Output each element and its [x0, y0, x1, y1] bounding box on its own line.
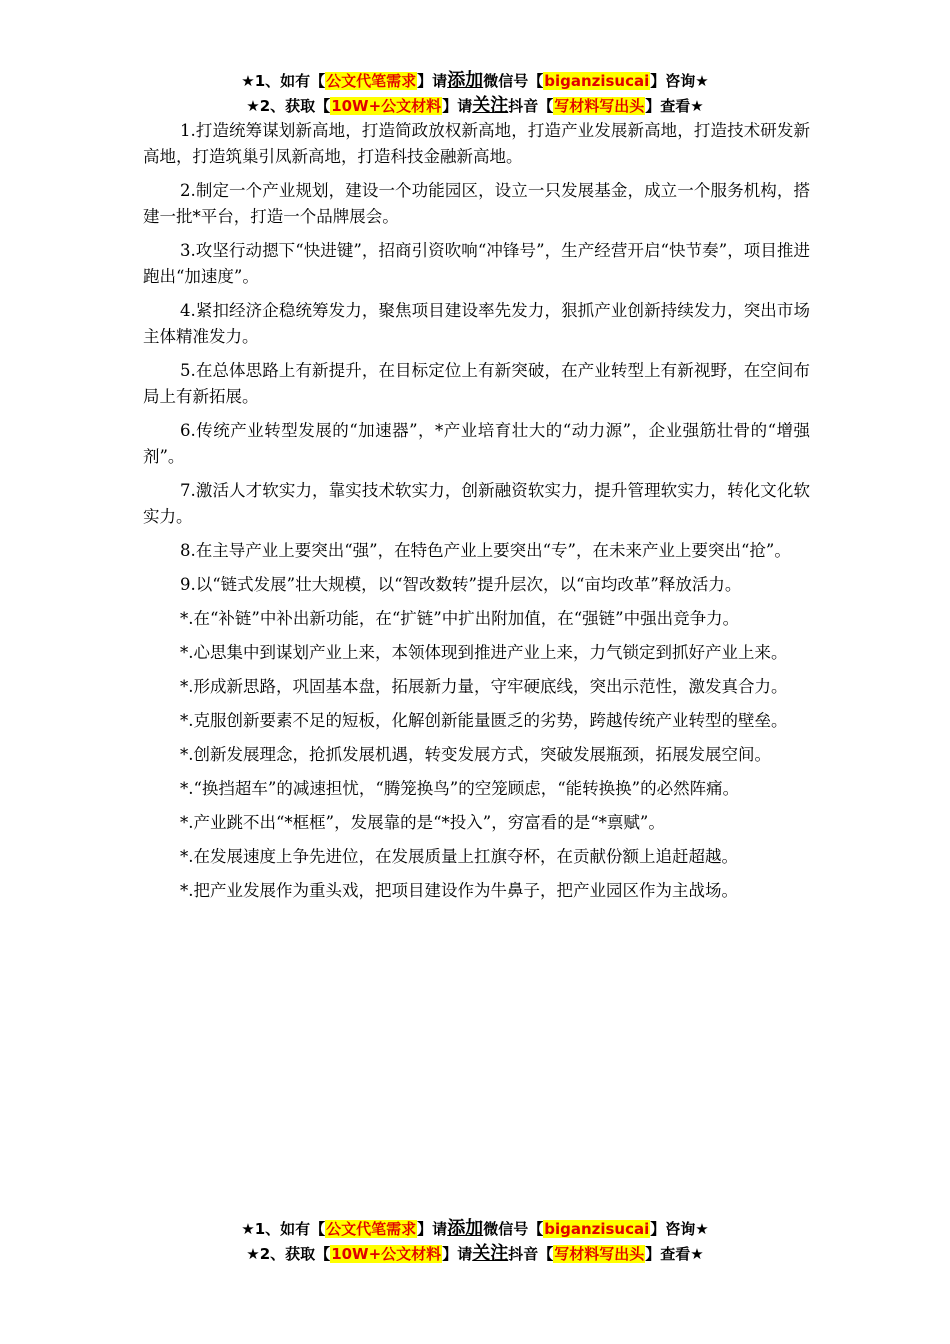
paragraph: *.在“补链”中补出新功能，在“扩链”中扩出附加值，在“强链”中强出竞争力。 — [180, 609, 740, 628]
paragraph: *.在发展速度上争先进位，在发展质量上扛旗夺杯，在贡献份额上追赶超越。 — [180, 847, 738, 866]
banner-line-1 — [0, 68, 950, 93]
banner-text: ★2、获取【 — [246, 97, 331, 115]
banner-bottom — [0, 1216, 950, 1266]
banner-text: ★1、如有【 — [241, 1220, 326, 1238]
document-body — [143, 118, 810, 912]
emphasis-add: 添加 — [447, 70, 484, 91]
banner-text: 抖音【 — [508, 1245, 554, 1263]
banner-text: 】请 — [417, 1220, 448, 1238]
highlight-materials: 10W+公文材料 — [331, 97, 442, 115]
emphasis-follow: 关注 — [472, 1243, 509, 1264]
highlight-wechat-id: biganzisucai — [544, 72, 650, 90]
banner-text: ★1、如有【 — [241, 72, 326, 90]
paragraph: *.产业跳不出“*框框”，发展靠的是“*投入”，穷富看的是“*禀赋”。 — [180, 813, 665, 832]
paragraph: *.形成新思路，巩固基本盘，拓展新力量，守牢硬底线，突出示范性，激发真合力。 — [180, 677, 788, 696]
banner-text: 】请 — [442, 1245, 473, 1263]
paragraph: 5.在总体思路上有新提升，在目标定位上有新突破，在产业转型上有新视野，在空间布局上有新拓展。 — [143, 361, 810, 406]
banner-line-2 — [0, 1241, 950, 1266]
banner-text: 】咨询★ — [650, 1220, 709, 1238]
highlight-service: 公文代笔需求 — [326, 1220, 417, 1238]
highlight-douyin: 写材料写出头 — [554, 97, 645, 115]
highlight-materials: 10W+公文材料 — [331, 1245, 442, 1263]
paragraph: 7.激活人才软实力，靠实技术软实力，创新融资软实力，提升管理软实力，转化文化软实力。 — [143, 481, 810, 526]
highlight-wechat-id: biganzisucai — [544, 1220, 650, 1238]
banner-text: 】请 — [442, 97, 473, 115]
banner-text: 微信号【 — [483, 1220, 544, 1238]
paragraph: *.创新发展理念，抢抓发展机遇，转变发展方式，突破发展瓶颈，拓展发展空间。 — [180, 745, 771, 764]
paragraph: *.把产业发展作为重头戏，把项目建设作为牛鼻子，把产业园区作为主战场。 — [180, 881, 738, 900]
paragraph: 6.传统产业转型发展的“加速器”，*产业培育壮大的“动力源”，企业强筋壮骨的“增强剂”。 — [143, 421, 810, 466]
paragraph: 1.打造统筹谋划新高地，打造简政放权新高地，打造产业发展新高地，打造技术研发新高地，打造筑巢引凤新高地，打造科技金融新高地。 — [143, 121, 810, 166]
highlight-douyin: 写材料写出头 — [554, 1245, 645, 1263]
banner-text: 抖音【 — [508, 97, 554, 115]
paragraph: 3.攻坚行动摁下“快进键”，招商引资吹响“冲锋号”，生产经营开启“快节奏”，项目推进跑出“加速度”。 — [143, 241, 810, 286]
emphasis-add: 添加 — [447, 1218, 484, 1239]
paragraph: *.心思集中到谋划产业上来，本领体现到推进产业上来，力气锁定到抓好产业上来。 — [180, 643, 788, 662]
banner-top — [0, 68, 950, 118]
highlight-service: 公文代笔需求 — [326, 72, 417, 90]
paragraph: *.克服创新要素不足的短板，化解创新能量匮乏的劣势，跨越传统产业转型的壁垒。 — [180, 711, 788, 730]
banner-text: ★2、获取【 — [246, 1245, 331, 1263]
paragraph: 8.在主导产业上要突出“强”，在特色产业上要突出“专”，在未来产业上要突出“抢”。 — [180, 541, 791, 560]
emphasis-follow: 关注 — [472, 95, 509, 116]
paragraph: 4.紧扣经济企稳统筹发力，聚焦项目建设率先发力，狠抓产业创新持续发力，突出市场主体精准发力。 — [143, 301, 810, 346]
banner-text: 】查看★ — [645, 1245, 704, 1263]
banner-text: 微信号【 — [483, 72, 544, 90]
paragraph: *.“换挡超车”的减速担忧，“腾笼换鸟”的空笼顾虑，“能转换换”的必然阵痛。 — [180, 779, 740, 798]
paragraph: 9.以“链式发展”壮大规模，以“智改数转”提升层次，以“亩均改革”释放活力。 — [180, 575, 742, 594]
banner-text: 】查看★ — [645, 97, 704, 115]
banner-text: 】咨询★ — [650, 72, 709, 90]
banner-line-1 — [0, 1216, 950, 1241]
banner-line-2 — [0, 93, 950, 118]
banner-text: 】请 — [417, 72, 448, 90]
paragraph: 2.制定一个产业规划，建设一个功能园区，设立一只发展基金，成立一个服务机构，搭建一批*平台，打造一个品牌展会。 — [143, 181, 810, 226]
